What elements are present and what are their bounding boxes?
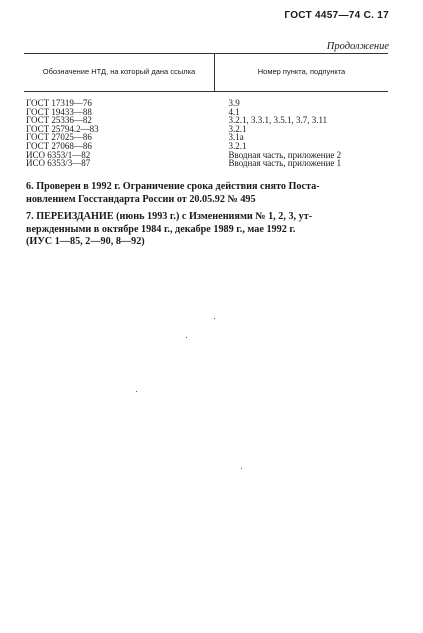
table-row (24, 159, 388, 168)
note-line: вержденными в октябре 1984 г., декабре 1989 г., мае 1992 г. (26, 223, 296, 235)
column-header-document: Обозначение НТД, на который дана ссылка (24, 54, 215, 92)
document-cell: ИСО 6353/3—87 (26, 158, 91, 169)
note-verification (26, 181, 391, 206)
page-header: ГОСТ 4457—74 С. 17 (284, 10, 389, 21)
clause-cell: 4.1 (228, 106, 240, 117)
scan-speck (241, 468, 242, 469)
clause-cell: Вводная часть, приложение 2 (228, 149, 342, 160)
clause-cell: 3.9 (228, 98, 240, 108)
document-cell: ИСО 6353/1—82 (26, 149, 91, 160)
scan-speck (214, 318, 215, 319)
table-header-row (24, 54, 388, 92)
references-table (24, 53, 388, 168)
clause-cell: 3.1а (228, 132, 244, 143)
continuation-label: Продолжение (326, 41, 389, 52)
note-line: 6. Проверен в 1992 г. Ограничение срока действия снято Поста- (26, 181, 320, 192)
document-cell: ГОСТ 25794.2—83 (26, 123, 99, 134)
document-cell: ГОСТ 17319—76 (26, 98, 92, 108)
clause-cell: 3.2.1 (228, 140, 247, 151)
scan-speck (136, 391, 137, 392)
document-cell: ГОСТ 27068—86 (26, 140, 92, 151)
document-cell: ГОСТ 19433—88 (26, 106, 92, 117)
clause-cell: Вводная часть, приложение 1 (228, 158, 342, 169)
clause-cell: 3.2.1 (228, 123, 247, 134)
scan-speck (186, 337, 187, 338)
document-cell: ГОСТ 25336—82 (26, 115, 92, 126)
column-header-clause: Номер пункта, подпункта (215, 54, 389, 92)
document-cell: ГОСТ 27025—86 (26, 132, 92, 143)
clause-cell: 3.2.1, 3.3.1, 3.5.1, 3.7, 3.11 (228, 115, 328, 126)
note-line: новлением Госстандарта России от 20.05.92 № 495 (26, 193, 256, 205)
note-line: (ИУС 1—85, 2—90, 8—92) (26, 236, 145, 247)
note-line: 7. ПЕРЕИЗДАНИЕ (июнь 1993 г.) с Изменениями № 1, 2, 3, ут- (26, 211, 313, 222)
table-row (24, 92, 388, 108)
note-reissue (26, 211, 391, 249)
